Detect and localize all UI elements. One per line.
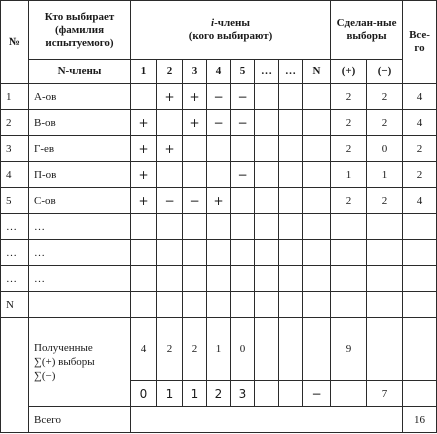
header-i-members-label: -члены: [214, 17, 250, 29]
choice-cell: +: [183, 84, 207, 110]
row-name: …: [29, 240, 131, 266]
choice-cell: [279, 292, 303, 318]
table-row: [1, 266, 437, 292]
row-total: 4: [403, 188, 437, 214]
choice-cell: [207, 240, 231, 266]
received-label: [29, 318, 131, 407]
received-plus-row: [1, 318, 437, 381]
row-number: 2: [1, 110, 29, 136]
col-header: N: [303, 60, 331, 84]
choice-cell: [231, 292, 255, 318]
choice-cell: [255, 162, 279, 188]
received-plus-cell: [279, 318, 303, 381]
row-minus-count: [367, 214, 403, 240]
row-total: [403, 292, 437, 318]
row-number: …: [1, 266, 29, 292]
header-row: [1, 1, 437, 60]
row-number: 4: [1, 162, 29, 188]
choice-cell: [279, 84, 303, 110]
header-minus: (−): [367, 60, 403, 84]
choice-cell: [207, 214, 231, 240]
choice-cell: [279, 240, 303, 266]
row-total: [403, 214, 437, 240]
row-total: 4: [403, 84, 437, 110]
choice-cell: [255, 188, 279, 214]
choice-cell: −: [231, 84, 255, 110]
choice-cell: [231, 136, 255, 162]
row-name: Г-ев: [29, 136, 131, 162]
row-total: 4: [403, 110, 437, 136]
table-row: [1, 214, 437, 240]
table-row: [1, 84, 437, 110]
row-plus-count: 2: [331, 136, 367, 162]
choice-cell: [303, 188, 331, 214]
received-minus-cell: 3: [231, 381, 255, 407]
row-plus-count: 1: [331, 162, 367, 188]
row-name: А-ов: [29, 84, 131, 110]
received-plus-empty: [367, 318, 403, 381]
header-who-chooses: Кто выбирает (фамилия испытуемого): [29, 1, 131, 60]
received-minus-empty: [403, 381, 437, 407]
choice-cell: [255, 110, 279, 136]
choice-cell: +: [131, 136, 157, 162]
row-number: …: [1, 214, 29, 240]
row-name: [29, 292, 131, 318]
choice-cell: [231, 188, 255, 214]
choice-cell: [303, 266, 331, 292]
received-minus-cell: [279, 381, 303, 407]
received-minus-total: 7: [367, 381, 403, 407]
received-label-line: Полученные: [34, 342, 93, 354]
choice-cell: +: [157, 136, 183, 162]
choice-cell: [303, 84, 331, 110]
choice-cell: [303, 240, 331, 266]
choice-cell: [279, 188, 303, 214]
col-header: …: [279, 60, 303, 84]
row-minus-count: [367, 240, 403, 266]
row-minus-count: [367, 266, 403, 292]
row-number: N: [1, 292, 29, 318]
col-header: 3: [183, 60, 207, 84]
row-minus-count: 2: [367, 110, 403, 136]
header-plus: (+): [331, 60, 367, 84]
row-plus-count: 2: [331, 188, 367, 214]
received-minus-cell: 1: [183, 381, 207, 407]
row-number: 5: [1, 188, 29, 214]
received-label-line: ∑(−): [34, 370, 56, 382]
received-minus-cell: 1: [157, 381, 183, 407]
choice-cell: [183, 214, 207, 240]
choice-cell: [303, 136, 331, 162]
received-plus-empty: [403, 318, 437, 381]
received-minus-empty: [331, 381, 367, 407]
header-n-members: N-члены: [29, 60, 131, 84]
row-number: 3: [1, 136, 29, 162]
row-number: 1: [1, 84, 29, 110]
col-header: 5: [231, 60, 255, 84]
choice-cell: [157, 110, 183, 136]
header-i-members-sub: (кого выбирают): [188, 30, 273, 42]
row-name: В-ов: [29, 110, 131, 136]
choice-cell: [255, 292, 279, 318]
choice-cell: [183, 292, 207, 318]
choice-cell: [157, 292, 183, 318]
row-name: С-ов: [29, 188, 131, 214]
choice-cell: [255, 136, 279, 162]
table-row: [1, 292, 437, 318]
choice-cell: [207, 136, 231, 162]
row-plus-count: [331, 240, 367, 266]
footer-label: Всего: [29, 407, 131, 433]
row-minus-count: 2: [367, 188, 403, 214]
choice-cell: [279, 214, 303, 240]
choice-cell: [255, 240, 279, 266]
table-row: [1, 110, 437, 136]
choice-cell: [157, 266, 183, 292]
received-plus-total: 9: [331, 318, 367, 381]
choice-cell: [279, 162, 303, 188]
col-header: …: [255, 60, 279, 84]
choice-cell: −: [231, 162, 255, 188]
choice-cell: +: [207, 188, 231, 214]
received-plus-cell: [255, 318, 279, 381]
header-i-letter: i: [211, 17, 215, 29]
choice-cell: [131, 266, 157, 292]
row-name: …: [29, 266, 131, 292]
header-number: №: [1, 1, 29, 84]
row-total: 2: [403, 136, 437, 162]
received-plus-cell: 4: [131, 318, 157, 381]
choice-cell: [207, 292, 231, 318]
choice-cell: [207, 266, 231, 292]
row-total: [403, 266, 437, 292]
col-header: 4: [207, 60, 231, 84]
table-row: [1, 136, 437, 162]
table-row: [1, 188, 437, 214]
row-minus-count: [367, 292, 403, 318]
choice-cell: [303, 214, 331, 240]
choice-cell: [183, 136, 207, 162]
choice-cell: [131, 84, 157, 110]
received-spacer: [1, 318, 29, 433]
choice-cell: [279, 266, 303, 292]
row-total: [403, 240, 437, 266]
choice-cell: +: [131, 110, 157, 136]
row-plus-count: [331, 292, 367, 318]
row-name: …: [29, 214, 131, 240]
choice-cell: [183, 162, 207, 188]
row-minus-count: 0: [367, 136, 403, 162]
received-plus-cell: [303, 318, 331, 381]
choice-cell: +: [131, 188, 157, 214]
choice-cell: [255, 266, 279, 292]
header-total: Все-го: [403, 1, 437, 84]
choice-cell: [255, 84, 279, 110]
footer-total: 16: [403, 407, 437, 433]
choice-cell: [157, 240, 183, 266]
choice-cell: [231, 240, 255, 266]
row-plus-count: [331, 266, 367, 292]
table-row: [1, 162, 437, 188]
received-label-line: ∑(+) выборы: [34, 356, 95, 368]
footer-empty: [131, 407, 403, 433]
choice-cell: [303, 162, 331, 188]
choice-cell: −: [207, 110, 231, 136]
received-minus-cell: −: [303, 381, 331, 407]
received-plus-cell: 2: [157, 318, 183, 381]
choice-cell: [279, 110, 303, 136]
choice-cell: +: [183, 110, 207, 136]
choice-cell: [131, 214, 157, 240]
received-plus-cell: 2: [183, 318, 207, 381]
choice-cell: [183, 266, 207, 292]
row-plus-count: 2: [331, 84, 367, 110]
choice-cell: +: [131, 162, 157, 188]
footer-row: [1, 407, 437, 433]
row-plus-count: [331, 214, 367, 240]
choice-cell: [255, 214, 279, 240]
choice-cell: −: [231, 110, 255, 136]
choice-cell: −: [183, 188, 207, 214]
received-minus-cell: 2: [207, 381, 231, 407]
choice-cell: [207, 162, 231, 188]
col-header: 1: [131, 60, 157, 84]
row-minus-count: 2: [367, 84, 403, 110]
choice-cell: [131, 240, 157, 266]
row-minus-count: 1: [367, 162, 403, 188]
row-plus-count: 2: [331, 110, 367, 136]
choice-cell: −: [157, 188, 183, 214]
choice-cell: [279, 136, 303, 162]
col-header: 2: [157, 60, 183, 84]
row-number: …: [1, 240, 29, 266]
header-i-members: [131, 1, 331, 60]
choice-cell: +: [157, 84, 183, 110]
subheader-row: [1, 60, 437, 84]
table-row: [1, 240, 437, 266]
choice-cell: [231, 214, 255, 240]
received-plus-cell: 0: [231, 318, 255, 381]
choice-cell: [303, 292, 331, 318]
choice-cell: [157, 162, 183, 188]
choice-cell: [131, 292, 157, 318]
choice-cell: [303, 110, 331, 136]
row-total: 2: [403, 162, 437, 188]
choice-cell: −: [207, 84, 231, 110]
choice-cell: [183, 240, 207, 266]
received-plus-cell: 1: [207, 318, 231, 381]
choice-cell: [231, 266, 255, 292]
received-minus-cell: [255, 381, 279, 407]
choice-cell: [157, 214, 183, 240]
row-name: П-ов: [29, 162, 131, 188]
received-minus-cell: 0: [131, 381, 157, 407]
header-made-choices: Сделан-ные выборы: [331, 1, 403, 60]
